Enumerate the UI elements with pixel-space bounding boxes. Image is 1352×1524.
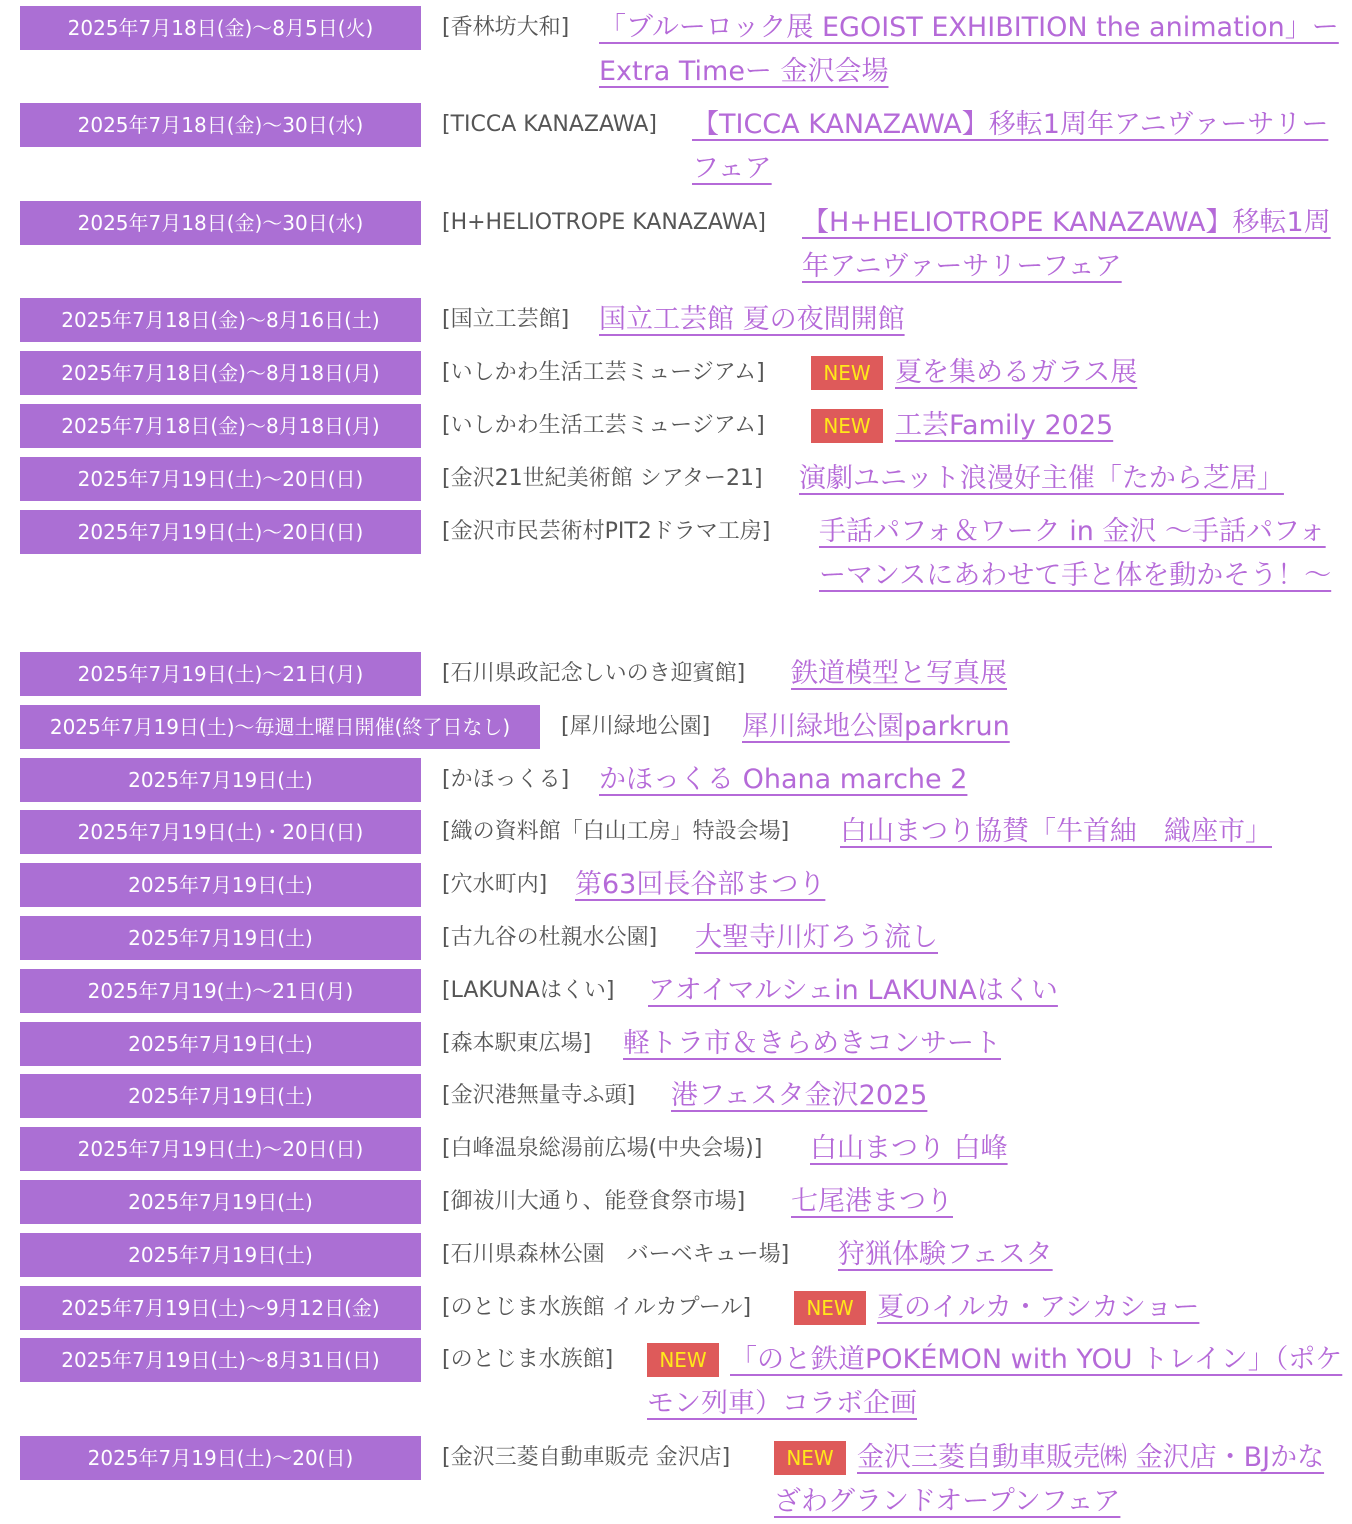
- event-date-badge: 2025年7月18日(金)〜8月18日(月): [20, 404, 421, 448]
- event-date-badge: 2025年7月19日(土)〜21日(月): [20, 652, 421, 696]
- event-date-badge: 2025年7月18日(金)〜30日(水): [20, 103, 421, 147]
- event-venue: [森本駅東広場]: [442, 1031, 592, 1056]
- new-badge: NEW: [811, 409, 883, 443]
- event-date-badge: 2025年7月19日(土): [20, 916, 421, 960]
- event-title-link[interactable]: 夏を集めるガラス展: [895, 357, 1138, 388]
- event-title-link[interactable]: 【TICCA KANAZAWA】移転1周年アニヴァーサリーフェア: [692, 109, 1329, 184]
- event-date-badge: 2025年7月19日(土): [20, 758, 421, 802]
- event-title-link[interactable]: 「ブルーロック展 EGOIST EXHIBITION the animation」ー Extra Timeー 金沢会場: [599, 12, 1339, 87]
- event-title-link[interactable]: 犀川緑地公園parkrun: [742, 711, 1010, 742]
- event-date-badge: 2025年7月19日(土)〜20日(日): [20, 457, 421, 501]
- event-date-badge: 2025年7月19日(土)〜毎週土曜日開催(終了日なし): [20, 705, 540, 749]
- event-venue: [金沢市民芸術村PIT2ドラマ工房]: [442, 519, 771, 544]
- event-venue: [のとじま水族館 イルカプール]: [442, 1295, 752, 1320]
- event-title-link[interactable]: 軽トラ市＆きらめきコンサート: [623, 1028, 1001, 1059]
- event-date-badge: 2025年7月18日(金)〜8月18日(月): [20, 351, 421, 395]
- event-venue: [TICCA KANAZAWA]: [442, 112, 657, 137]
- event-title-link[interactable]: 狩猟体験フェスタ: [838, 1239, 1053, 1270]
- event-title-link[interactable]: 国立工芸館 夏の夜間開館: [599, 304, 905, 335]
- event-title-link[interactable]: 【H+HELIOTROPE KANAZAWA】移転1周年アニヴァーサリーフェア: [802, 207, 1331, 282]
- event-title-link[interactable]: 白山まつり 白峰: [810, 1133, 1008, 1164]
- event-venue: [金沢港無量寺ふ頭]: [442, 1083, 636, 1108]
- event-title-link[interactable]: 手話パフォ＆ワーク in 金沢 〜手話パフォーマンスにあわせて手と体を動かそう！〜: [819, 516, 1332, 591]
- event-title-link[interactable]: 鉄道模型と写真展: [791, 658, 1007, 689]
- event-venue: [穴水町内]: [442, 872, 548, 897]
- event-title-link[interactable]: 「のと鉄道POKÉMON with YOU トレイン」（ポケモン列車）コラボ企画: [647, 1344, 1343, 1419]
- event-date-badge: 2025年7月19日(土)・20日(日): [20, 810, 421, 854]
- event-date-badge: 2025年7月19日(土): [20, 1233, 421, 1277]
- event-title-link[interactable]: かほっくる Ohana marche 2: [599, 764, 968, 795]
- event-venue: [古九谷の杜親水公園]: [442, 925, 658, 950]
- event-venue: [織の資料館「白山工房」特設会場]: [442, 819, 790, 844]
- event-venue: [H+HELIOTROPE KANAZAWA]: [442, 210, 766, 235]
- event-title-link[interactable]: 七尾港まつり: [791, 1186, 953, 1217]
- event-title-link[interactable]: 白山まつり協賛「牛首紬 織座市」: [840, 816, 1272, 847]
- event-title-link[interactable]: 金沢三菱自動車販売㈱ 金沢店・BJかなざわグランドオープンフェア: [774, 1442, 1325, 1517]
- event-venue: [金沢三菱自動車販売 金沢店]: [442, 1445, 731, 1470]
- event-venue: [白峰温泉総湯前広場(中央会場)]: [442, 1136, 763, 1161]
- event-venue: [香林坊大和]: [442, 15, 570, 40]
- event-venue: [のとじま水族館]: [442, 1347, 614, 1372]
- event-venue: [御祓川大通り、能登食祭市場]: [442, 1189, 746, 1214]
- event-venue: [国立工芸館]: [442, 307, 570, 332]
- event-title-link[interactable]: アオイマルシェin LAKUNAはくい: [648, 975, 1058, 1006]
- event-venue: [いしかわ生活工芸ミュージアム]: [442, 413, 765, 438]
- event-date-badge: 2025年7月19日(土)〜8月31日(日): [20, 1338, 421, 1382]
- event-venue: [かほっくる]: [442, 767, 570, 792]
- event-date-badge: 2025年7月18日(金)〜8月16日(土): [20, 298, 421, 342]
- event-date-badge: 2025年7月19日(土)〜20日(日): [20, 1127, 421, 1171]
- event-title-link[interactable]: 演劇ユニット浪漫好主催「たから芝居」: [799, 463, 1284, 494]
- event-date-badge: 2025年7月19日(土): [20, 1180, 421, 1224]
- event-venue: [犀川緑地公園]: [561, 714, 711, 739]
- event-title-link[interactable]: 第63回長谷部まつり: [575, 869, 826, 900]
- event-venue: [金沢21世紀美術館 シアター21]: [442, 466, 763, 491]
- event-venue: [石川県森林公園 バーベキュー場]: [442, 1242, 790, 1267]
- event-title-link[interactable]: 港フェスタ金沢2025: [671, 1080, 928, 1111]
- event-date-badge: 2025年7月19日(土): [20, 863, 421, 907]
- event-venue: [いしかわ生活工芸ミュージアム]: [442, 360, 765, 385]
- event-title-link[interactable]: 大聖寺川灯ろう流し: [695, 922, 938, 953]
- event-title-link[interactable]: 工芸Family 2025: [895, 410, 1114, 441]
- event-venue: [LAKUNAはくい]: [442, 978, 615, 1003]
- event-date-badge: 2025年7月19日(土): [20, 1074, 421, 1118]
- event-date-badge: 2025年7月18日(金)〜8月5日(火): [20, 6, 421, 50]
- event-date-badge: 2025年7月19日(土)〜20(日): [20, 1436, 421, 1480]
- new-badge: NEW: [774, 1441, 846, 1475]
- new-badge: NEW: [647, 1343, 719, 1377]
- event-date-badge: 2025年7月19日(土)〜9月12日(金): [20, 1286, 421, 1330]
- event-date-badge: 2025年7月18日(金)〜30日(水): [20, 201, 421, 245]
- event-date-badge: 2025年7月19日(土): [20, 1022, 421, 1066]
- event-title-link[interactable]: 夏のイルカ・アシカショー: [877, 1292, 1200, 1323]
- event-date-badge: 2025年7月19(土)〜21日(月): [20, 969, 421, 1013]
- event-date-badge: 2025年7月19日(土)〜20日(日): [20, 510, 421, 554]
- new-badge: NEW: [811, 356, 883, 390]
- new-badge: NEW: [794, 1291, 866, 1325]
- event-venue: [石川県政記念しいのき迎賓館]: [442, 661, 746, 686]
